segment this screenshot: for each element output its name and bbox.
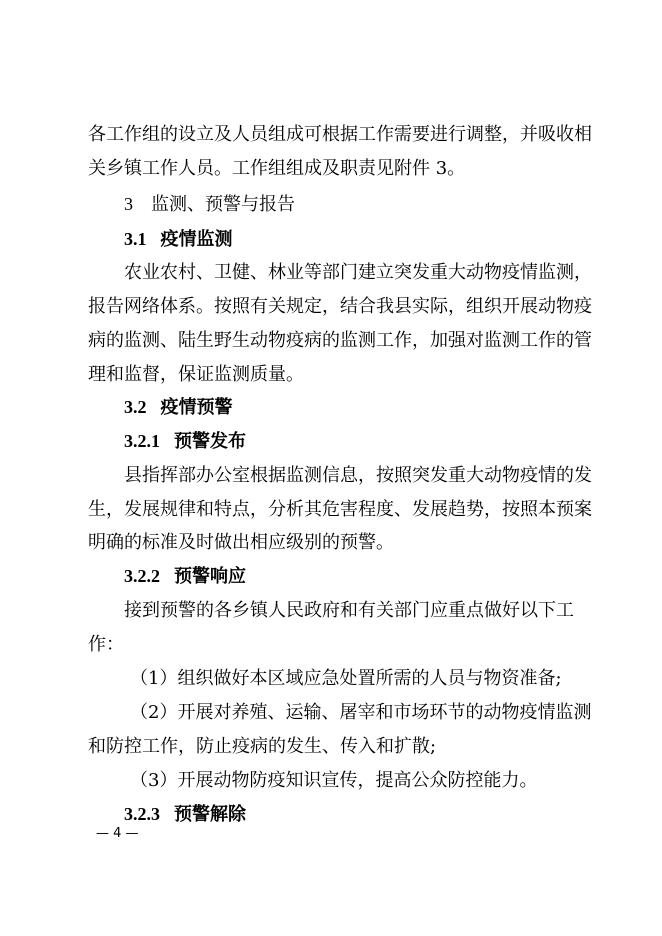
section-heading-3-2: [124, 396, 233, 419]
section-heading-3-2-3: [124, 803, 246, 826]
paragraph-line: 作：: [88, 634, 124, 655]
section-number: 3.2.3: [124, 804, 160, 824]
list-item: （1）组织做好本区域应急处置所需的人员与物资准备;: [130, 668, 562, 689]
paragraph-line: 关乡镇工作人员。工作组组成及职责见附件 3。: [88, 158, 466, 179]
section-number: 3.2: [124, 397, 147, 417]
section-number: 3: [124, 194, 133, 214]
section-title: 疫情预警: [160, 397, 233, 418]
section-title: 监测、预警与报告: [151, 194, 295, 215]
paragraph-line: 接到预警的各乡镇人民政府和有关部门应重点做好以下工: [124, 600, 574, 621]
list-item: （2）开展对养殖、运输、屠宰和市场环节的动物疫情监测: [130, 702, 592, 723]
section-number: 3.2.1: [124, 431, 160, 451]
list-item: （3）开展动物防疫知识宣传，提高公众防控能力。: [130, 770, 538, 791]
page-number: — 4 —: [96, 826, 139, 841]
paragraph-line: 农业农村、卫健、林业等部门建立突发重大动物疫情监测，: [124, 262, 592, 283]
paragraph-line: 理和监督，保证监测质量。: [88, 364, 304, 385]
section-title: 预警响应: [174, 566, 246, 587]
paragraph-line: 明确的标准及时做出相应级别的预警。: [88, 532, 394, 553]
section-title: 预警解除: [174, 804, 246, 825]
section-heading-3-2-1: [124, 430, 246, 453]
section-heading-3-1: [124, 228, 233, 251]
section-number: 3.1: [124, 229, 147, 249]
section-heading-3-2-2: [124, 565, 246, 588]
section-number: 3.2.2: [124, 566, 160, 586]
paragraph-line: 生，发展规律和特点，分析其危害程度、发展趋势，按照本预案: [88, 499, 592, 520]
section-title: 预警发布: [174, 431, 246, 452]
paragraph-line: 病的监测、陆生野生动物疫病的监测工作，加强对监测工作的管: [88, 330, 592, 351]
paragraph-line: 报告网络体系。按照有关规定，结合我县实际，组织开展动物疫: [88, 296, 592, 317]
paragraph-line: 各工作组的设立及人员组成可根据工作需要进行调整，并吸收相: [88, 124, 592, 145]
section-heading-3: [124, 193, 295, 216]
paragraph-line: 县指挥部办公室根据监测信息，按照突发重大动物疫情的发: [124, 465, 592, 486]
list-item-continuation: 和防控工作，防止疫病的发生、传入和扩散;: [88, 736, 437, 757]
section-title: 疫情监测: [160, 229, 233, 250]
